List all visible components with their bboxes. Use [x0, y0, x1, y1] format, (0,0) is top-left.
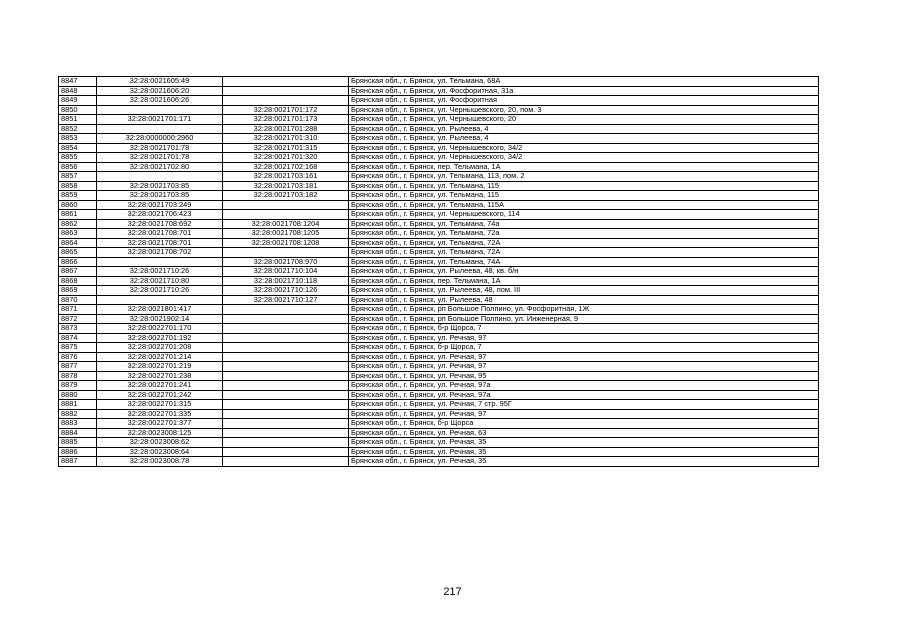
- building-cadastral-number-cell: 32:28:0021710:104: [223, 267, 349, 277]
- address-cell: Брянская обл., г. Брянск, ул. Тельмана, 115: [349, 181, 819, 191]
- cadastral-number-cell: 32:28:0021706:423: [97, 210, 223, 220]
- address-cell: Брянская обл., г. Брянск, ул. Тельмана, 72А: [349, 248, 819, 258]
- address-cell: Брянская обл., г. Брянск, ул. Речная, 35: [349, 447, 819, 457]
- table-row: [59, 181, 819, 191]
- cadastral-number-cell: [97, 295, 223, 305]
- building-cadastral-number-cell: [223, 352, 349, 362]
- address-cell: Брянская обл., г. Брянск, ул. Тельмана, 74а: [349, 219, 819, 229]
- building-cadastral-number-cell: 32:28:0021710:127: [223, 295, 349, 305]
- address-cell: Брянская обл., г. Брянск, ул. Чернышевского, 34/2: [349, 153, 819, 163]
- table-row: [59, 343, 819, 353]
- row-number-cell: 8879: [59, 381, 97, 391]
- building-cadastral-number-cell: [223, 438, 349, 448]
- row-number-cell: 8857: [59, 172, 97, 182]
- cadastral-number-cell: 32:28:0022701:192: [97, 333, 223, 343]
- table-row: [59, 210, 819, 220]
- building-cadastral-number-cell: [223, 409, 349, 419]
- cadastral-number-cell: 32:28:0021708:701: [97, 229, 223, 239]
- building-cadastral-number-cell: 32:28:0021701:173: [223, 115, 349, 125]
- cadastral-number-cell: 32:28:0021701:78: [97, 153, 223, 163]
- cadastral-number-cell: 32:28:0021708:692: [97, 219, 223, 229]
- table-row: [59, 219, 819, 229]
- row-number-cell: 8872: [59, 314, 97, 324]
- building-cadastral-number-cell: [223, 447, 349, 457]
- address-cell: Брянская обл., г. Брянск, ул. Тельмана, 74А: [349, 257, 819, 267]
- building-cadastral-number-cell: 32:28:0021701:288: [223, 124, 349, 134]
- registry-table-body: [59, 77, 819, 467]
- address-cell: Брянская обл., г. Брянск, ул. Тельмана, 115А: [349, 200, 819, 210]
- building-cadastral-number-cell: 32:28:0021708:1208: [223, 238, 349, 248]
- address-cell: Брянская обл., г. Брянск, ул. Тельмана, 113, пом. 2: [349, 172, 819, 182]
- building-cadastral-number-cell: 32:28:0021710:118: [223, 276, 349, 286]
- row-number-cell: 8851: [59, 115, 97, 125]
- building-cadastral-number-cell: 32:28:0021701:315: [223, 143, 349, 153]
- cadastral-number-cell: 32:28:0021710:26: [97, 286, 223, 296]
- cadastral-number-cell: [97, 257, 223, 267]
- row-number-cell: 8876: [59, 352, 97, 362]
- address-cell: Брянская обл., г. Брянск, б-р Щорса, 7: [349, 343, 819, 353]
- row-number-cell: 8862: [59, 219, 97, 229]
- cadastral-number-cell: 32:28:0021710:80: [97, 276, 223, 286]
- building-cadastral-number-cell: 32:28:0021703:181: [223, 181, 349, 191]
- address-cell: Брянская обл., г. Брянск, рп Большое Полпино, ул. Инженерная, 9: [349, 314, 819, 324]
- address-cell: Брянская обл., г. Брянск, ул. Речная, 95: [349, 371, 819, 381]
- cadastral-number-cell: 32:28:0021606:20: [97, 86, 223, 96]
- address-cell: Брянская обл., г. Брянск, ул. Тельмана, 72А: [349, 238, 819, 248]
- table-row: [59, 248, 819, 258]
- address-cell: Брянская обл., г. Брянск, ул. Чернышевского, 20, пом. 3: [349, 105, 819, 115]
- cadastral-number-cell: 32:28:0021703:85: [97, 181, 223, 191]
- row-number-cell: 8887: [59, 457, 97, 467]
- cadastral-number-cell: 32:28:0021801:417: [97, 305, 223, 315]
- table-row: [59, 276, 819, 286]
- table-row: [59, 124, 819, 134]
- table-row: [59, 352, 819, 362]
- table-row: [59, 428, 819, 438]
- address-cell: Брянская обл., г. Брянск, ул. Речная, 97а: [349, 390, 819, 400]
- table-row: [59, 86, 819, 96]
- building-cadastral-number-cell: [223, 210, 349, 220]
- address-cell: Брянская обл., г. Брянск, рп Большое Полпино, ул. Фосфоритная, 1Ж: [349, 305, 819, 315]
- cadastral-number-cell: 32:28:0021701:171: [97, 115, 223, 125]
- building-cadastral-number-cell: 32:28:0021702:168: [223, 162, 349, 172]
- cadastral-number-cell: 32:28:0021606:26: [97, 96, 223, 106]
- building-cadastral-number-cell: [223, 457, 349, 467]
- address-cell: Брянская обл., г. Брянск, б-р Щорса: [349, 419, 819, 429]
- table-row: [59, 172, 819, 182]
- address-cell: Брянская обл., г. Брянск, пер. Тельмана, 1А: [349, 276, 819, 286]
- row-number-cell: 8875: [59, 343, 97, 353]
- cadastral-number-cell: 32:28:0021703:85: [97, 191, 223, 201]
- table-row: [59, 191, 819, 201]
- row-number-cell: 8869: [59, 286, 97, 296]
- row-number-cell: 8870: [59, 295, 97, 305]
- building-cadastral-number-cell: 32:28:0021701:320: [223, 153, 349, 163]
- table-row: [59, 105, 819, 115]
- row-number-cell: 8855: [59, 153, 97, 163]
- cadastral-number-cell: 32:28:0022701:238: [97, 371, 223, 381]
- address-cell: Брянская обл., г. Брянск, ул. Речная, 97: [349, 409, 819, 419]
- building-cadastral-number-cell: [223, 248, 349, 258]
- cadastral-number-cell: 32:28:0022701:242: [97, 390, 223, 400]
- cadastral-number-cell: 32:28:0000000:2960: [97, 134, 223, 144]
- row-number-cell: 8849: [59, 96, 97, 106]
- address-cell: Брянская обл., г. Брянск, ул. Речная, 7 стр. 95Г: [349, 400, 819, 410]
- cadastral-number-cell: 32:28:0022701:170: [97, 324, 223, 334]
- cadastral-number-cell: 32:28:0021902:14: [97, 314, 223, 324]
- building-cadastral-number-cell: [223, 86, 349, 96]
- address-cell: Брянская обл., г. Брянск, ул. Речная, 35: [349, 438, 819, 448]
- cadastral-number-cell: 32:28:0021710:26: [97, 267, 223, 277]
- table-row: [59, 286, 819, 296]
- address-cell: Брянская обл., г. Брянск, ул. Речная, 97а: [349, 381, 819, 391]
- building-cadastral-number-cell: 32:28:0021703:161: [223, 172, 349, 182]
- address-cell: Брянская обл., г. Брянск, ул. Тельмана, 115: [349, 191, 819, 201]
- address-cell: Брянская обл., г. Брянск, ул. Речная, 97: [349, 352, 819, 362]
- registry-table: [58, 76, 819, 467]
- row-number-cell: 8886: [59, 447, 97, 457]
- row-number-cell: 8863: [59, 229, 97, 239]
- address-cell: Брянская обл., г. Брянск, ул. Фосфоритная, 31а: [349, 86, 819, 96]
- address-cell: Брянская обл., г. Брянск, пер. Тельмана, 1А: [349, 162, 819, 172]
- building-cadastral-number-cell: [223, 305, 349, 315]
- cadastral-number-cell: 32:28:0022701:315: [97, 400, 223, 410]
- row-number-cell: 8860: [59, 200, 97, 210]
- table-row: [59, 200, 819, 210]
- table-row: [59, 305, 819, 315]
- row-number-cell: 8850: [59, 105, 97, 115]
- address-cell: Брянская обл., г. Брянск, ул. Рылеева, 4: [349, 124, 819, 134]
- building-cadastral-number-cell: [223, 200, 349, 210]
- building-cadastral-number-cell: [223, 77, 349, 87]
- address-cell: Брянская обл., г. Брянск, ул. Фосфоритная: [349, 96, 819, 106]
- table-row: [59, 390, 819, 400]
- building-cadastral-number-cell: 32:28:0021708:1204: [223, 219, 349, 229]
- table-row: [59, 409, 819, 419]
- row-number-cell: 8873: [59, 324, 97, 334]
- row-number-cell: 8883: [59, 419, 97, 429]
- table-row: [59, 457, 819, 467]
- building-cadastral-number-cell: [223, 333, 349, 343]
- building-cadastral-number-cell: [223, 428, 349, 438]
- address-cell: Брянская обл., г. Брянск, ул. Чернышевского, 20: [349, 115, 819, 125]
- cadastral-number-cell: 32:28:0022701:241: [97, 381, 223, 391]
- cadastral-number-cell: 32:28:0022701:219: [97, 362, 223, 372]
- building-cadastral-number-cell: 32:28:0021710:126: [223, 286, 349, 296]
- building-cadastral-number-cell: [223, 371, 349, 381]
- building-cadastral-number-cell: [223, 381, 349, 391]
- table-row: [59, 115, 819, 125]
- row-number-cell: 8866: [59, 257, 97, 267]
- cadastral-number-cell: 32:28:0022701:214: [97, 352, 223, 362]
- cadastral-number-cell: 32:28:0021708:701: [97, 238, 223, 248]
- address-cell: Брянская обл., г. Брянск, ул. Тельмана, 68А: [349, 77, 819, 87]
- row-number-cell: 8871: [59, 305, 97, 315]
- table-row: [59, 295, 819, 305]
- table-row: [59, 371, 819, 381]
- address-cell: Брянская обл., г. Брянск, б-р Щорса, 7: [349, 324, 819, 334]
- row-number-cell: 8859: [59, 191, 97, 201]
- address-cell: Брянская обл., г. Брянск, ул. Чернышевского, 114: [349, 210, 819, 220]
- building-cadastral-number-cell: [223, 362, 349, 372]
- building-cadastral-number-cell: [223, 400, 349, 410]
- table-row: [59, 134, 819, 144]
- building-cadastral-number-cell: 32:28:0021701:310: [223, 134, 349, 144]
- cadastral-number-cell: 32:28:0021708:702: [97, 248, 223, 258]
- table-row: [59, 257, 819, 267]
- table-row: [59, 153, 819, 163]
- table-row: [59, 362, 819, 372]
- address-cell: Брянская обл., г. Брянск, ул. Рылеева, 48: [349, 295, 819, 305]
- table-row: [59, 314, 819, 324]
- table-row: [59, 381, 819, 391]
- table-row: [59, 77, 819, 87]
- cadastral-number-cell: 32:28:0023008:64: [97, 447, 223, 457]
- row-number-cell: 8881: [59, 400, 97, 410]
- table-row: [59, 96, 819, 106]
- address-cell: Брянская обл., г. Брянск, ул. Речная, 97: [349, 362, 819, 372]
- address-cell: Брянская обл., г. Брянск, ул. Рылеева, 48, кв. б/н: [349, 267, 819, 277]
- table-row: [59, 143, 819, 153]
- building-cadastral-number-cell: 32:28:0021708:1205: [223, 229, 349, 239]
- row-number-cell: 8874: [59, 333, 97, 343]
- cadastral-number-cell: [97, 172, 223, 182]
- row-number-cell: 8885: [59, 438, 97, 448]
- cadastral-number-cell: 32:28:0023008:62: [97, 438, 223, 448]
- cadastral-number-cell: [97, 105, 223, 115]
- address-cell: Брянская обл., г. Брянск, ул. Речная, 35: [349, 457, 819, 467]
- building-cadastral-number-cell: [223, 314, 349, 324]
- table-row: [59, 162, 819, 172]
- building-cadastral-number-cell: [223, 390, 349, 400]
- row-number-cell: 8854: [59, 143, 97, 153]
- row-number-cell: 8852: [59, 124, 97, 134]
- table-row: [59, 267, 819, 277]
- address-cell: Брянская обл., г. Брянск, ул. Речная, 63: [349, 428, 819, 438]
- table-row: [59, 238, 819, 248]
- cadastral-number-cell: 32:28:0021701:78: [97, 143, 223, 153]
- table-row: [59, 229, 819, 239]
- row-number-cell: 8858: [59, 181, 97, 191]
- address-cell: Брянская обл., г. Брянск, ул. Тельмана, 72а: [349, 229, 819, 239]
- row-number-cell: 8884: [59, 428, 97, 438]
- cadastral-number-cell: 32:28:0021703:249: [97, 200, 223, 210]
- building-cadastral-number-cell: [223, 343, 349, 353]
- row-number-cell: 8861: [59, 210, 97, 220]
- building-cadastral-number-cell: [223, 419, 349, 429]
- row-number-cell: 8848: [59, 86, 97, 96]
- building-cadastral-number-cell: [223, 96, 349, 106]
- table-row: [59, 324, 819, 334]
- row-number-cell: 8882: [59, 409, 97, 419]
- building-cadastral-number-cell: [223, 324, 349, 334]
- row-number-cell: 8865: [59, 248, 97, 258]
- address-cell: Брянская обл., г. Брянск, ул. Речная, 97: [349, 333, 819, 343]
- row-number-cell: 8868: [59, 276, 97, 286]
- table-row: [59, 419, 819, 429]
- row-number-cell: 8847: [59, 77, 97, 87]
- row-number-cell: 8864: [59, 238, 97, 248]
- row-number-cell: 8867: [59, 267, 97, 277]
- table-row: [59, 400, 819, 410]
- address-cell: Брянская обл., г. Брянск, ул. Рылеева, 4: [349, 134, 819, 144]
- cadastral-number-cell: [97, 124, 223, 134]
- building-cadastral-number-cell: 32:28:0021708:970: [223, 257, 349, 267]
- cadastral-number-cell: 32:28:0022701:377: [97, 419, 223, 429]
- cadastral-number-cell: 32:28:0022701:208: [97, 343, 223, 353]
- table-row: [59, 333, 819, 343]
- row-number-cell: 8856: [59, 162, 97, 172]
- building-cadastral-number-cell: 32:28:0021703:182: [223, 191, 349, 201]
- address-cell: Брянская обл., г. Брянск, ул. Чернышевского, 34/2: [349, 143, 819, 153]
- address-cell: Брянская обл., г. Брянск, ул. Рылеева, 48, пом. III: [349, 286, 819, 296]
- cadastral-number-cell: 32:28:0022701:335: [97, 409, 223, 419]
- cadastral-number-cell: 32:28:0023008:125: [97, 428, 223, 438]
- cadastral-number-cell: 32:28:0021605:49: [97, 77, 223, 87]
- cadastral-number-cell: 32:28:0023008:78: [97, 457, 223, 467]
- row-number-cell: 8878: [59, 371, 97, 381]
- table-row: [59, 438, 819, 448]
- row-number-cell: 8853: [59, 134, 97, 144]
- cadastral-number-cell: 32:28:0021702:80: [97, 162, 223, 172]
- row-number-cell: 8880: [59, 390, 97, 400]
- row-number-cell: 8877: [59, 362, 97, 372]
- table-row: [59, 447, 819, 457]
- page-number: 217: [443, 586, 462, 598]
- building-cadastral-number-cell: 32:28:0021701:172: [223, 105, 349, 115]
